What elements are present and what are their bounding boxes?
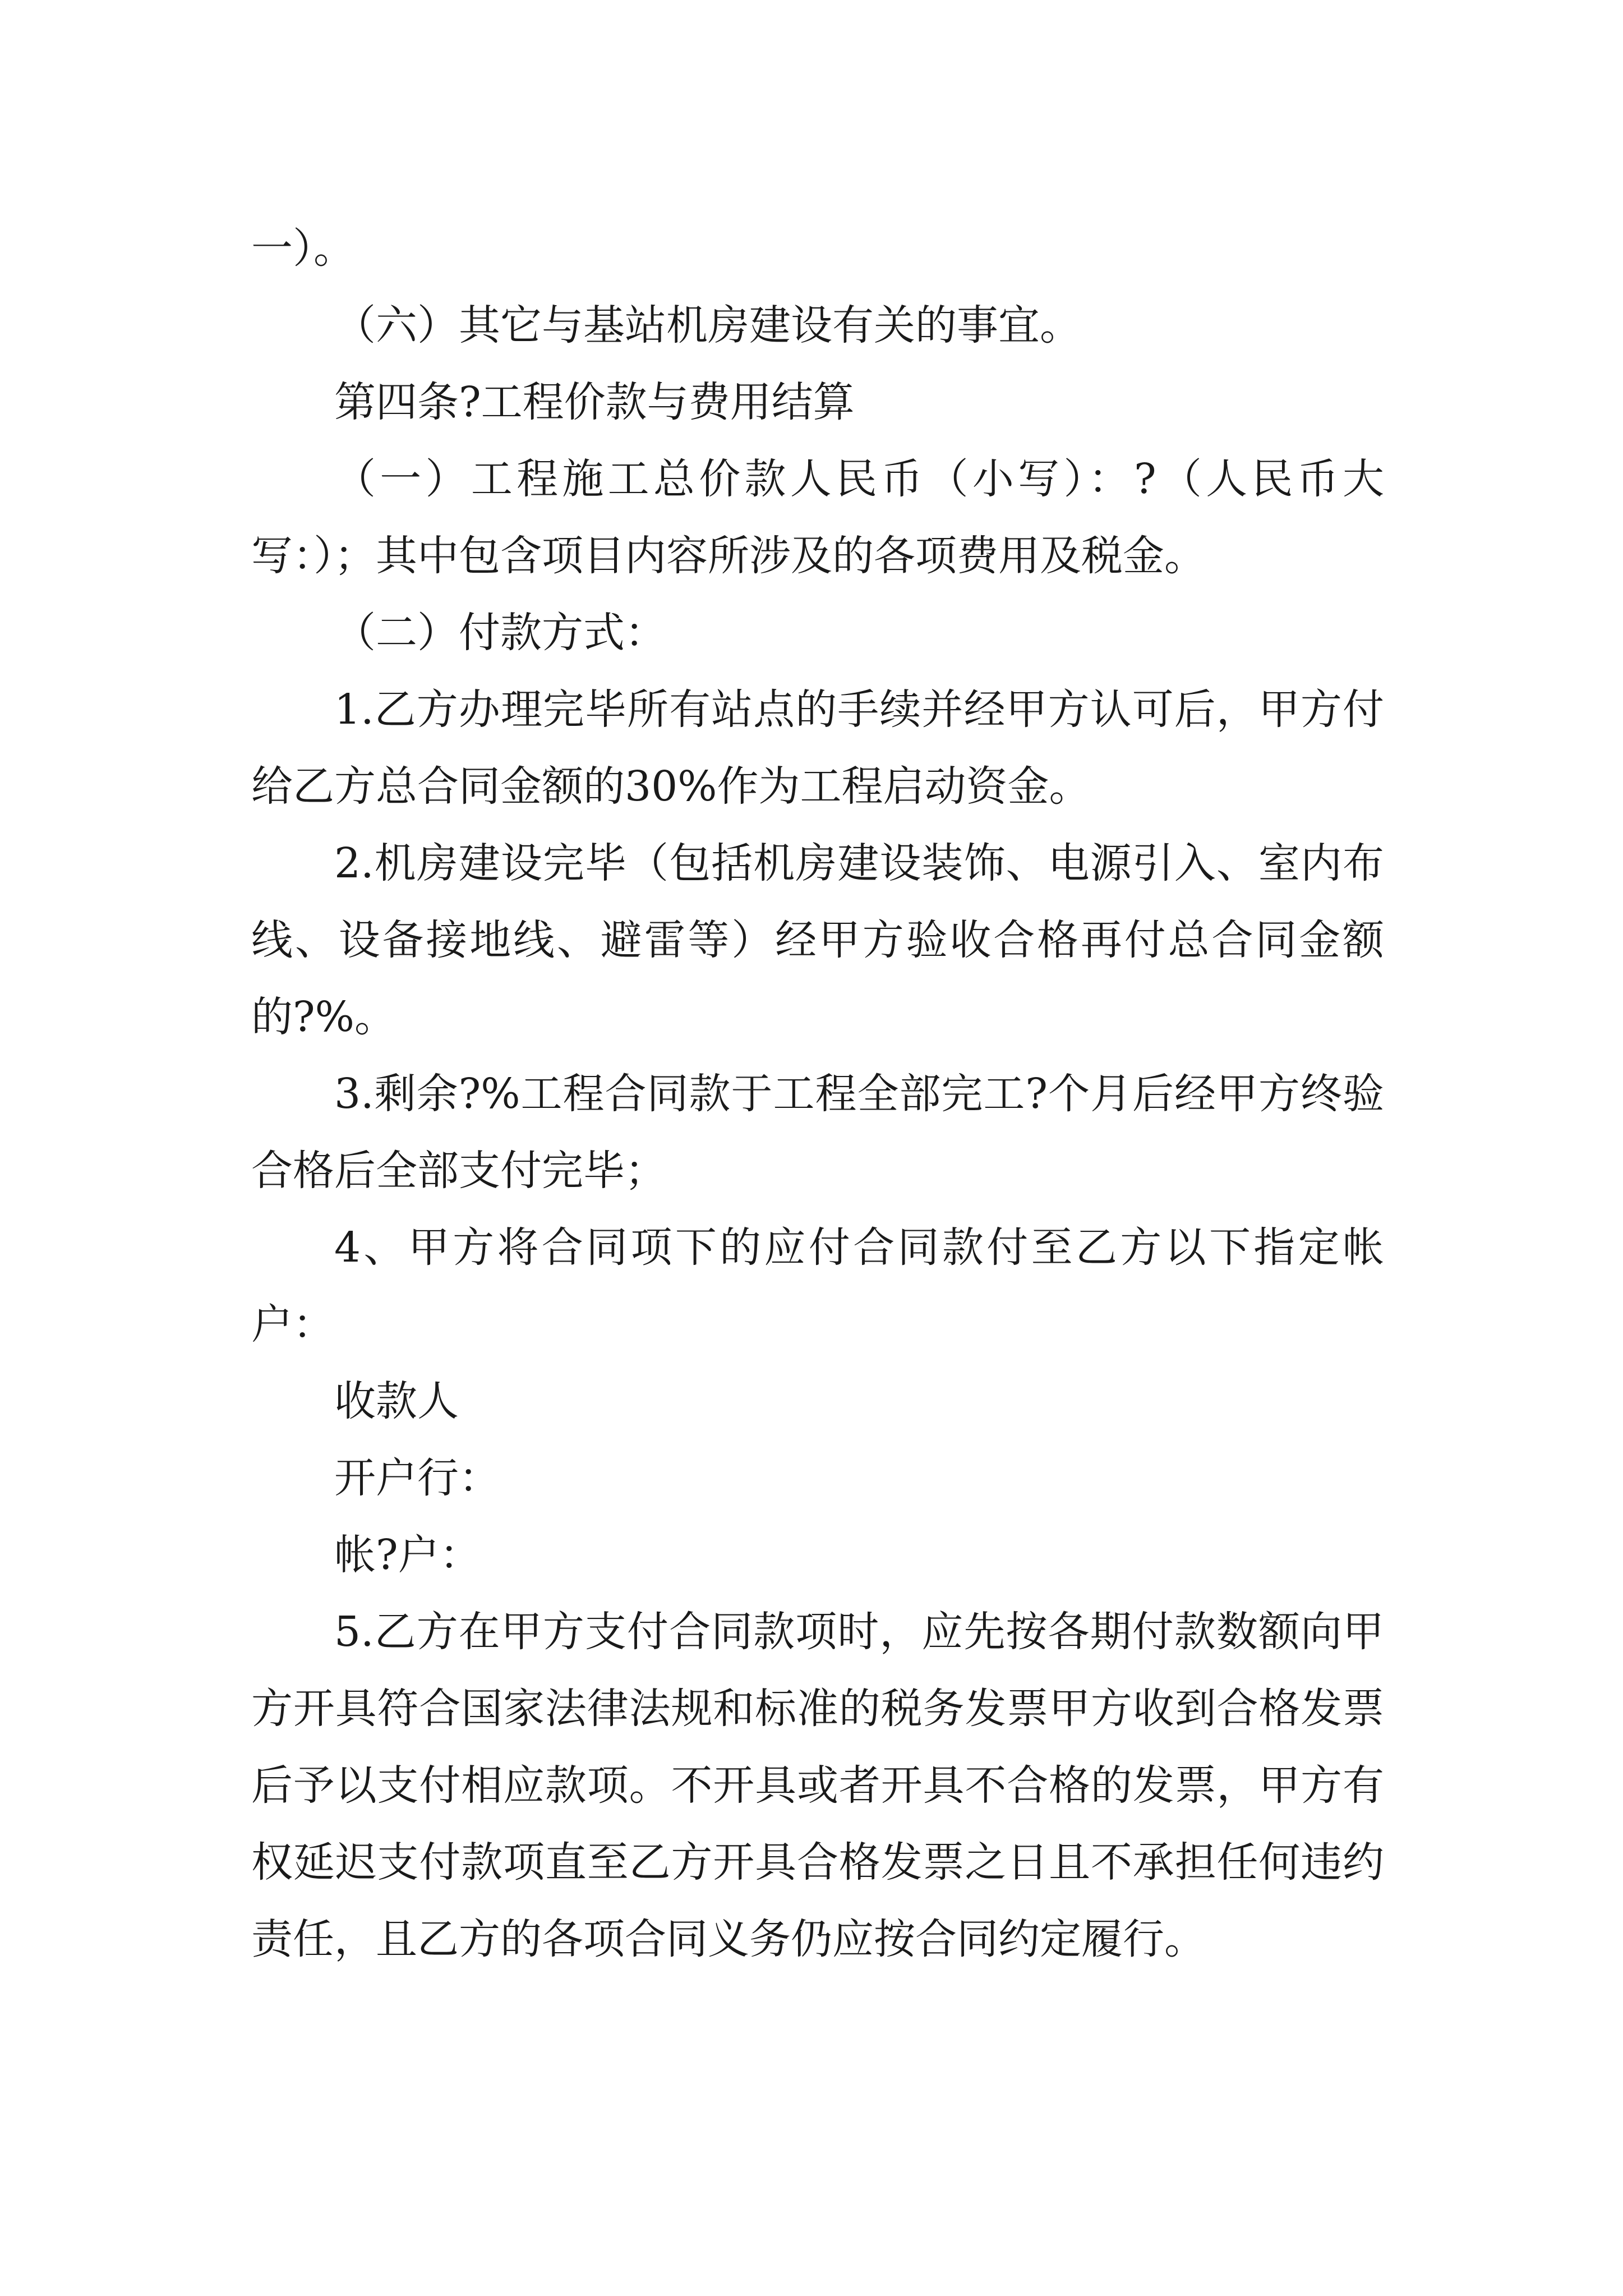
paragraph-payment-3: 3.剩余?%工程合同款于工程全部完工?个月后经甲方终验合格后全部支付完毕； [251, 1070, 1384, 1195]
paragraph-item-six: （六）其它与基站机房建设有关的事宜。 [334, 301, 1081, 349]
paragraph-continuation: 一）。 [251, 224, 355, 273]
article-four-heading: 第四条?工程价款与费用结算 [334, 378, 855, 426]
paragraph-payment-method: （二）付款方式： [334, 609, 666, 657]
paragraph-payment-4: 4、甲方将合同项下的应付合同款付至乙方以下指定帐户： [251, 1223, 1384, 1349]
paragraph-total-price: （一）工程施工总价款人民币（小写）：?（人民币大写：）；其中包含项目内容所涉及的各项费用及税金。 [251, 455, 1384, 580]
paragraph-payment-5: 5.乙方在甲方支付合同款项时，应先按各期付款数额向甲方开具符合国家法律法规和标准的税务发票甲方收到合格发票后予以支付相应款项。不开具或者开具不合格的发票，甲方有权延迟支付款项直至乙方开具合格发票之日且不承担任何违约责任，且乙方的各项合同义务仍应按合同约定履行。 [251, 1608, 1384, 1963]
paragraph-payment-2: 2.机房建设完毕（包括机房建设装饰、电源引入、室内布线、设备接地线、避雷等）经甲方验收合格再付总合同金额的?%。 [251, 839, 1384, 1041]
bank-line: 开户行： [334, 1454, 500, 1502]
paragraph-payment-1: 1.乙方办理完毕所有站点的手续并经甲方认可后，甲方付给乙方总合同金额的30%作为工程启动资金。 [251, 685, 1384, 811]
account-line: 帐?户： [334, 1531, 481, 1579]
document-body [251, 210, 1384, 1978]
payee-line: 收款人 [334, 1377, 459, 1425]
